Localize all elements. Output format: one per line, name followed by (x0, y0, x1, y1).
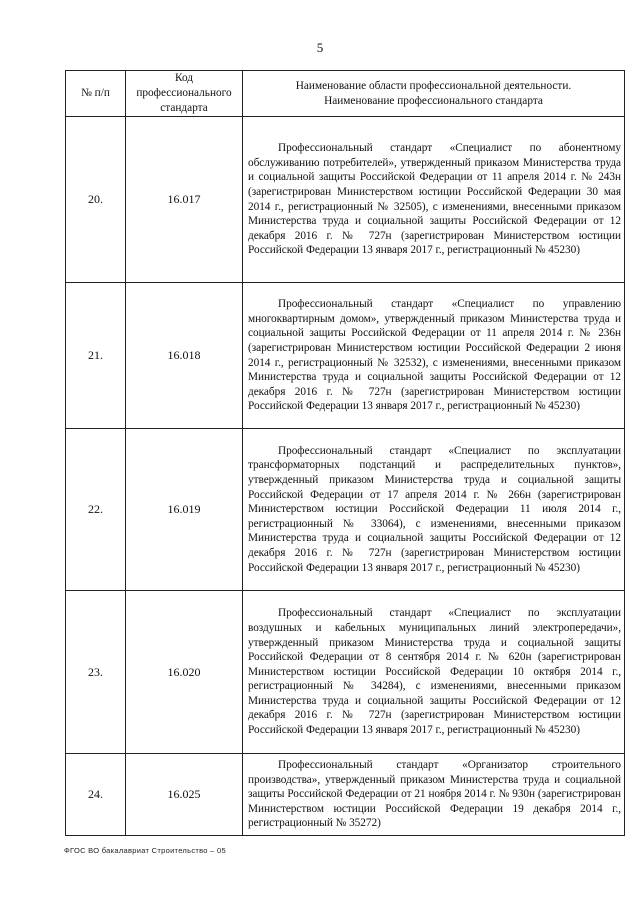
table-row (66, 283, 625, 429)
standard-code: 16.018 (126, 283, 243, 429)
standard-description: Профессиональный стандарт «Организатор строительного производства», утвержденный приказом Министерства труда и социальной защиты Российской Федерации от 21 ноября 2014 г. № 930н (зарегистрирован Министерством юстиции Российской Федерации 19 декабря 2014 г., регистрационный № 35272) (243, 754, 625, 836)
header-name: Наименование области профессиональной деятельности. Наименование профессионального стандарта (243, 71, 625, 117)
standard-description: Профессиональный стандарт «Специалист по эксплуатации воздушных и кабельных муниципальных линий электропередачи», утвержденный приказом Министерства труда и социальной защиты Российской Федерации от 8 сентября 2014 г. № 620н (зарегистрирован Министерством юстиции Российской Федерации 10 октября 2014 г., регистрационный № 34284), с изменениями, внесенными приказом Министерства труда и социальной защиты Российской Федерации от 12 декабря 2016 г. № 727н (зарегистрирован Министерством юстиции Российской Федерации 13 января 2017 г., регистрационный № 45230) (243, 591, 625, 754)
table-row (66, 591, 625, 754)
row-number: 22. (66, 429, 126, 591)
standard-description: Профессиональный стандарт «Специалист по абонентному обслуживанию потребителей», утвержденный приказом Министерства труда и социальной защиты Российской Федерации от 11 апреля 2014 г. № 243н (зарегистрирован Министерством юстиции Российской Федерации 30 мая 2014 г., регистрационный № 32505), с изменениями, внесенными приказом Министерства труда и социальной защиты Российской Федерации от 12 декабря 2016 г. № 727н (зарегистрирован Министерством юстиции Российской Федерации 13 января 2017 г., регистрационный № 45230) (243, 117, 625, 283)
table-row (66, 429, 625, 591)
page-number: 5 (316, 40, 324, 55)
standard-code: 16.020 (126, 591, 243, 754)
row-number: 23. (66, 591, 126, 754)
header-num: № п/п (66, 71, 126, 117)
table-row (66, 117, 625, 283)
standard-description: Профессиональный стандарт «Специалист по управлению многоквартирным домом», утвержденный приказом Министерства труда и социальной защиты Российской Федерации от 11 апреля 2014 г. № 236н (зарегистрирован Министерством юстиции Российской Федерации 2 июня 2014 г., регистрационный № 32532), с изменениями, внесенными приказом Министерства труда и социальной защиты Российской Федерации от 12 декабря 2016 г. № 727н (зарегистрирован Министерством юстиции Российской Федерации 13 января 2017 г., регистрационный № 45230) (243, 283, 625, 429)
row-number: 21. (66, 283, 126, 429)
standard-description: Профессиональный стандарт «Специалист по эксплуатации трансформаторных подстанций и распределительных пунктов», утвержденный приказом Министерства труда и социальной защиты Российской Федерации от 17 апреля 2014 г. № 266н (зарегистрирован Министерством юстиции Российской Федерации 11 июля 2014 г., регистрационный № 33064), с изменениями, внесенными приказом Министерства труда и социальной защиты Российской Федерации от 12 декабря 2016 г. № 727н (зарегистрирован Министерством юстиции Российской Федерации 13 января 2017 г., регистрационный № 45230) (243, 429, 625, 591)
table-row (66, 754, 625, 836)
table-header-row (66, 71, 625, 117)
row-number: 24. (66, 754, 126, 836)
standards-table (65, 70, 625, 836)
standard-code: 16.025 (126, 754, 243, 836)
row-number: 20. (66, 117, 126, 283)
standard-code: 16.017 (126, 117, 243, 283)
header-code: Код профессионального стандарта (126, 71, 243, 117)
standard-code: 16.019 (126, 429, 243, 591)
document-footer: ФГОС ВО бакалавриат Строительство – 05 (64, 846, 226, 855)
